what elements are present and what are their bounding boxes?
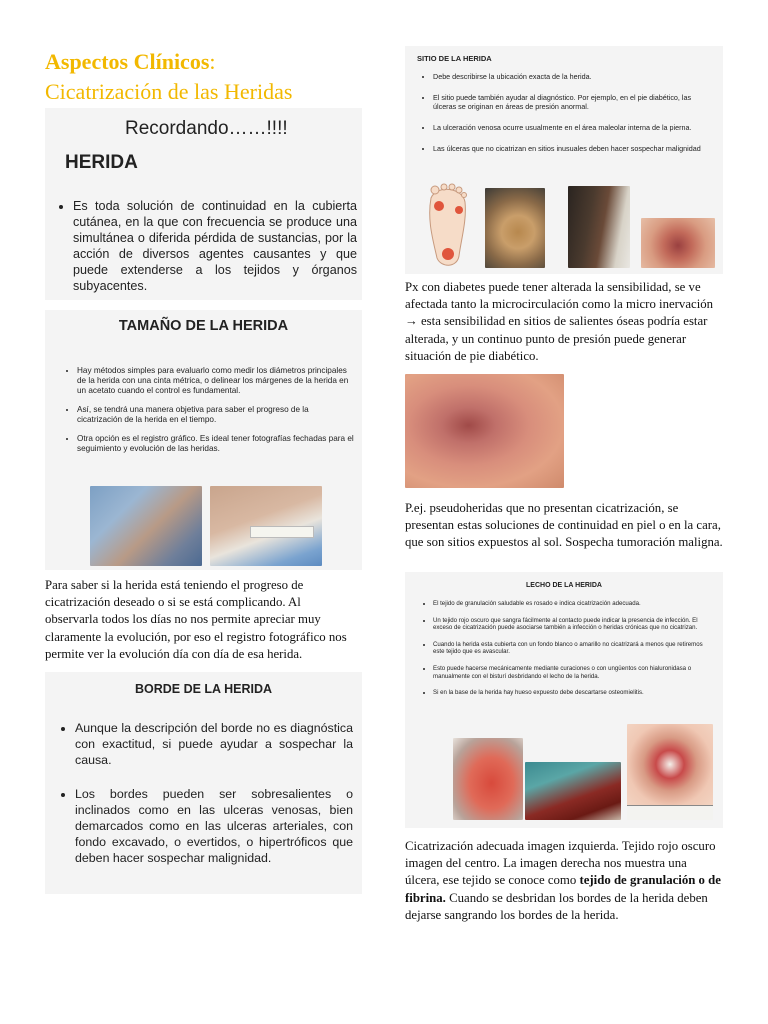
- cicatrizacion-bold: tejido de granulación o de fibrina.: [405, 873, 721, 905]
- sitio-bullet: • El sitio puede también ayudar al diagnóstico. Por ejemplo, en el pie diabético, las úlceras se originan en áreas de presión anormal.: [433, 93, 715, 111]
- paragraph-cicatrizacion: [405, 838, 723, 924]
- lecho-bullet: • Cuando la herida esta cubierta con un fondo blanco o amarillo no cicatrizará a menos que retiremos este tejido que es avascular.: [433, 641, 715, 656]
- tamano-body: [61, 366, 355, 463]
- lecho-bullet: • Esto puede hacerse mecánicamente mediante curaciones o con ungüentos con hialuronidasa o manualmente con el bisturí desbridando el lecho de la herida.: [433, 665, 715, 680]
- lecho-heading: LECHO DE LA HERIDA: [526, 582, 602, 589]
- paragraph-pseudoheridas: P.ej. pseudoheridas que no presentan cicatrización, se presentan estas soluciones de continuidad en piel o en la cara, que son sitios expuestos al sol. Sospecha tumoración maligna.: [405, 501, 723, 550]
- foot-diagram-icon: [417, 180, 479, 268]
- diabetic-foot-photo: [485, 188, 545, 268]
- title-colon: :: [209, 49, 216, 74]
- sitio-body: [417, 72, 715, 165]
- tamano-heading: TAMAÑO DE LA HERIDA: [118, 318, 289, 334]
- herida-bullet: • Es toda solución de continuidad en la cubierta cutánea, en la que con frecuencia se produce una simultánea o diferida pérdida de sustancias, por la acción de diversos agentes causantes y que puede extenderse a los tejidos y órganos subyacentes.: [73, 198, 357, 294]
- sitio-bullet: • Debe describirse la ubicación exacta de la herida.: [433, 72, 715, 81]
- slide-herida: [45, 108, 362, 300]
- herida-heading: HERIDA: [65, 152, 138, 173]
- recordando-heading: Recordando……!!!!: [125, 118, 288, 139]
- paragraph-progreso: Para saber si la herida está teniendo el progreso de cicatrización deseado o si se está complicando. Al observarla todos los días no nos permite apreciar muy claramente la evolución, por eso el registro fotográfico nos permite ver la evolución día con día de esa herida.: [45, 578, 347, 661]
- tamano-bullet: • Hay métodos simples para evaluarlo como medir los diámetros principales de la herida con una cinta métrica, o delinear los márgenes de la herida en un acetato cuando el control es fundamental.: [77, 366, 355, 396]
- borde-body: [59, 720, 353, 884]
- borde-bullet: • Los bordes pueden ser sobresalientes o inclinados como en las ulceras venosas, bien demarcados como en las ulceras arteriales, con fondo excavado, o evertidos, o hipertróficos que deben hacer sospechar malignidad.: [75, 786, 353, 866]
- sitio-bullet: • La ulceración venosa ocurre usualmente en el área maleolar interna de la pierna.: [433, 123, 715, 132]
- venous-ulcer-leg-photo: [568, 186, 630, 268]
- tamano-bullet: • Otra opción es el registro gráfico. Es ideal tener fotografías fechadas para el seguimiento y evolución de las heridas.: [77, 434, 355, 454]
- slide-borde: [45, 672, 362, 894]
- borde-heading: BORDE DE LA HERIDA: [134, 682, 273, 696]
- page-subtitle: Cicatrización de las Heridas: [45, 79, 293, 104]
- facial-lesion-photo: [405, 374, 564, 488]
- atypical-ulcer-photo: [641, 218, 715, 268]
- lecho-bullet: • El tejido de granulación saludable es rosado e indica cicatrización adecuada.: [433, 600, 715, 608]
- borde-bullet: • Aunque la descripción del borde no es diagnóstica con exactitud, si puede ayudar a sospechar la causa.: [75, 720, 353, 768]
- cicatrizacion-text-2: Cuando se desbridan los bordes de la herida deben dejarse sangrando los bordes de la herida.: [405, 890, 708, 922]
- granulation-tissue-photo: [453, 738, 523, 820]
- slide-lecho: [405, 572, 723, 828]
- sitio-heading: SITIO DE LA HERIDA: [417, 54, 492, 63]
- slide-sitio: [405, 46, 723, 274]
- lecho-bullet: • Si en la base de la herida hay hueso expuesto debe descartarse osteomielitis.: [433, 689, 715, 697]
- slide-tamano: [45, 310, 362, 570]
- lecho-body: [417, 600, 715, 706]
- paragraph-diabetes: Px con diabetes puede tener alterada la sensibilidad, se ve afectada tanto la microcirculación como la micro inervación → esta sensibilidad en sitios de salientes óseas podría estar alterada, y un continuo punto de presión puede generar situación de pie diabético.: [405, 280, 714, 363]
- ulcer-with-ruler-photo: [627, 724, 713, 820]
- cicatrizacion-text-1: Cicatrización adecuada imagen izquierda. Tejido rojo oscuro imagen del centro. La imagen derecha nos muestra una úlcera, ese tejido se conoce como: [405, 839, 716, 888]
- wound-measure-photo-right: [210, 486, 322, 566]
- tamano-bullet: • Así, se tendrá una manera objetiva para saber el progreso de la cicatrización de la herida en el tiempo.: [77, 405, 355, 425]
- lecho-bullet: • Un tejido rojo oscuro que sangra fácilmente al contacto puede indicar la presencia de infección. El exceso de cicatrización puede asociarse también a infección o heridas crónicas que no cicatrizan.: [433, 617, 715, 632]
- wound-measure-photo-left: [90, 486, 202, 566]
- page-title: [45, 48, 216, 76]
- herida-body: [57, 198, 357, 300]
- dark-red-tissue-photo: [525, 762, 621, 820]
- title-main-text: Aspectos Clínicos: [45, 49, 210, 74]
- sitio-bullet: • Las úlceras que no cicatrizan en sitios inusuales deben hacer sospechar malignidad: [433, 144, 715, 153]
